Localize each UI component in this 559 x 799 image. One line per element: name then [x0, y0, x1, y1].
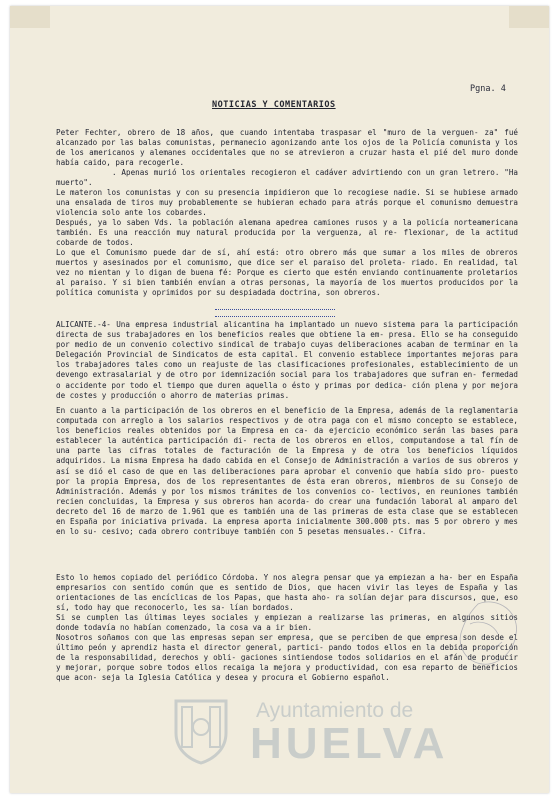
section-divider	[215, 309, 335, 317]
watermark-line2: HUELVA	[250, 719, 449, 768]
coat-of-arms-icon	[170, 697, 232, 765]
paragraph: Le materon los comunistas y con su presencia impidieron que lo recogiese nadie. Si se hubiese armado una ensalada de tiros muy probablemente se hubieran echado para atrás porque el comunismo demuestra violencia solo ante los cobardes.	[56, 188, 518, 218]
paragraph: ALICANTE.-4- Una empresa industrial alicantina ha implantado un nuevo sistema para la participación directa de sus trabajadores en los beneficios reales que obtiene la em- presa. Ello se ha conseguido por medio de un convenio colectivo sindical de trabajo cuyas deliberaciones acaban de terminar en la Delegación Provincial de Sindicatos de esta capital. El convenio establece importantes mejoras para los trabajadores tales como un reajuste de las clasificaciones profesionales, establecimiento de un devengo extrasalarial y de otro por idemnización social para los trabajadores que sufran en- fermedad o accidente por todo el tiempo que duren aquella o ésto y primas por dedica- ción plena y por mejora de costes y producción o ahorro de materias primas.	[56, 320, 518, 400]
page-number: Pgna. 4	[470, 84, 506, 94]
paragraph: . Apenas murió los orientales recogieron el cadáver advirtiendo con un gran letrero. "Ha muerto".	[56, 168, 518, 188]
pen-doodle	[448, 594, 528, 678]
tape-strip	[509, 6, 549, 28]
paragraph: Nosotros soñamos con que las empresas sepan ser empresa, que se perciben de que empresa son desde el último peón y aprendiz hasta el director general, partici- pando todos ellos en la debida proporción de la responsabilidad, derechos y obli- gaciones sintiendose todos solidarios en el afán de producir y mejorar, porque sobre todos ellos recaiga la mejora y productividad, con esa reparto de beneficios que acon- seja la Iglesia Católica y desea y procura el Gobierno español.	[56, 633, 518, 683]
paragraph: Si se cumplen las últimas leyes sociales y empiezan a realizarse las primeras, en algunos sitios donde todavía no habían comenzado, la cosa va a ir bien.	[56, 613, 518, 633]
paragraph: Después, ya lo saben Vds. la población alemana apedrea camiones rusos y a la policía norteamericana también. Es una reacción muy natural producida por la verguenza, al re- flexionar, de la actitud cobarde de todos.	[56, 218, 518, 248]
paragraph: En cuanto a la participación de los obreros en el beneficio de la Empresa, además de la reglamentaria computada con arreglo a los salarios respectivos y de otra paga con el mismo concepto se establece, los beneficios reales obtenidos por la Empresa en ca- da ejercicio económico serán las bases para establecer la auténtica participación di- recta de los obreros en ellos, computandose a tal fín de una parte las cifras totales de facturación de la Empresa y de otra los beneficios líquidos adquiridos. La misma Empresa ha dado cabida en el Consejo de Administración a varios de sus obreros y así se dió el caso de que en las deliberaciones para aprobar el convenio que había sido pro- puesto por la propia Empresa, dos de los representantes de ésta eran obreros, miembros de su Consejo de Administración. Además y por los mismos trámites de los convenios co- lectivos, en reuniones también recien concluidas, la Empresa y sus obreros han acorda- do crear una fundación laboral al amparo del decreto del 16 de marzo de 1.961 que es también una de las primeras de esta clase que se establecen en España por iniciativa privada. La empresa aporta inicialmente 300.000 pts. mas 5 por obrero y mes en lo su- cesivo; cada obrero contribuye también con 5 pesetas mensuales.- Cifra.	[56, 406, 518, 537]
paragraph: Lo que el Comunismo puede dar de sí, ahí está: otro obrero más que sumar a los miles de obreros muertos y asesinados por el comunismo, que dice ser el paraiso del proleta- riado. En realidad, tal vez no mientan y lo digan de buena fé: Porque es cierto que estén enviando continuamente proletarios al paraiso. Y si bien también envían a otras personas, la mayoría de los muertos producidos por la política comunista y oprimidos por su despiadada doctrina, son obreros.	[56, 248, 518, 298]
archive-watermark	[170, 697, 510, 767]
tape-strip	[10, 6, 50, 28]
paragraph: Peter Fechter, obrero de 18 años, que cuando intentaba traspasar el "muro de la verguen- za" fué alcanzado por las balas comunistas, permanecio agonizando ante los ojos de la Policía comunista y los de los americanos y alemanes occidentales que no se atrevieron a cruzar hasta el pié del muro donde había caido, para recogerle.	[56, 128, 518, 168]
document-title: NOTICIAS Y COMENTARIOS	[212, 100, 336, 110]
paragraph: Esto lo hemos copiado del periódico Córdoba. Y nos alegra pensar que ya empiezan a ha- ber en España empresarios con sentido común que es sentido de Dios, que hacen vivir las leyes de España y las orientaciones de las encíclicas de los Papas, que hasta aho- ra solían dejar para discursos, que, eso sí, todo hay que reconocerlo, les sa- lían bordados.	[56, 573, 518, 613]
watermark-line1: Ayuntamiento de	[256, 699, 414, 722]
